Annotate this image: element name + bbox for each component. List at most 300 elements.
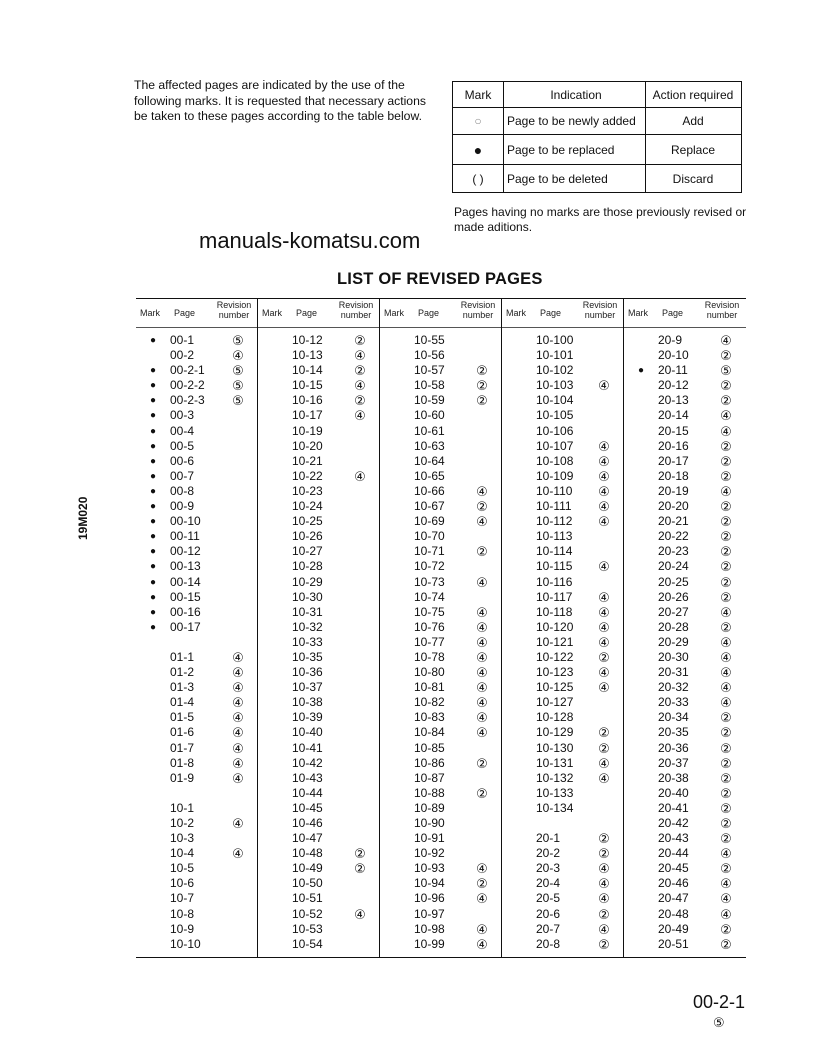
table-row	[136, 876, 258, 891]
revision-number: ②	[720, 740, 732, 756]
page-number: 10-94	[414, 876, 445, 891]
page-number: 00-17	[170, 619, 201, 634]
replaced-mark-icon: ●	[149, 470, 157, 482]
page-number: 20-3	[536, 861, 561, 876]
revision-number: ④	[232, 740, 244, 756]
page-number: 10-132	[536, 770, 574, 785]
page-number: 10-114	[536, 544, 573, 559]
header-mark: Mark	[384, 308, 404, 318]
page-number: 10-57	[414, 363, 445, 378]
revision-number: ②	[720, 544, 732, 560]
revision-number: ②	[720, 453, 732, 469]
page-number: 10-7	[170, 891, 195, 906]
replaced-mark-icon: ●	[149, 335, 157, 346]
page-number: 20-42	[658, 816, 689, 830]
page-number: 00-5	[170, 438, 195, 453]
page-number: 10-104	[536, 393, 574, 408]
table-row	[380, 454, 502, 469]
page-number: 01-1	[170, 649, 195, 664]
table-row	[136, 937, 258, 952]
table-row	[380, 907, 502, 922]
table-row	[380, 680, 502, 695]
table-row	[136, 680, 258, 695]
revision-number: ④	[476, 634, 488, 650]
revision-number: ④	[476, 710, 488, 726]
page-number: 01-3	[170, 680, 195, 695]
revision-number: ②	[720, 800, 732, 816]
table-row	[380, 424, 502, 439]
table-row	[136, 333, 258, 348]
table-row	[502, 514, 624, 529]
revision-number: ②	[720, 559, 732, 575]
table-row	[624, 424, 746, 439]
header-revision-number: Revision number	[216, 300, 252, 320]
page-number: 20-51	[658, 936, 689, 951]
legend-divider	[453, 107, 741, 108]
revision-number: ②	[476, 363, 488, 379]
revision-number: ④	[598, 634, 610, 650]
table-row	[380, 635, 502, 650]
table-rows	[136, 333, 258, 952]
revision-number: ④	[598, 453, 610, 469]
revision-number: ②	[720, 861, 732, 877]
revision-number: ④	[232, 695, 244, 711]
table-rows	[624, 333, 746, 952]
revision-number: ④	[354, 348, 366, 364]
table-row	[624, 801, 746, 816]
page-number: 10-107	[536, 438, 574, 453]
page-number: 10-20	[292, 438, 323, 453]
legend-row-discard	[453, 168, 741, 190]
page-number: 20-37	[658, 755, 689, 770]
table-row	[136, 499, 258, 514]
page-number: 10-73	[414, 574, 445, 589]
revision-number: ④	[720, 634, 732, 650]
legend-indication: Page to be deleted	[507, 172, 608, 186]
page-number: 10-51	[292, 891, 323, 906]
page-number: 10-123	[536, 665, 574, 680]
table-row	[258, 469, 380, 484]
page-number: 10-64	[414, 453, 445, 468]
table-row	[136, 348, 258, 363]
table-row	[258, 575, 380, 590]
column-group-header	[258, 300, 380, 326]
table-row	[502, 590, 624, 605]
table-row	[624, 454, 746, 469]
table-row	[502, 378, 624, 393]
page-number: 10-24	[292, 499, 323, 514]
page-number: 20-18	[658, 468, 689, 483]
page-number: 10-108	[536, 453, 574, 468]
table-row	[258, 635, 380, 650]
table-row	[258, 378, 380, 393]
page-number: 10-29	[292, 574, 323, 589]
table-row	[624, 756, 746, 771]
revision-number: ②	[720, 378, 732, 394]
table-row	[502, 635, 624, 650]
legend-header-indication: Indication	[550, 88, 602, 102]
page-number: 20-6	[536, 906, 561, 921]
replaced-mark-icon: ●	[149, 531, 157, 543]
revision-number: ②	[720, 770, 732, 786]
revision-number: ②	[476, 499, 488, 515]
table-row	[136, 846, 258, 861]
page-number: 10-69	[414, 514, 445, 529]
table-row	[258, 393, 380, 408]
table-row	[502, 393, 624, 408]
page-number: 10-45	[292, 800, 323, 815]
page-number: 10-111	[536, 499, 572, 514]
revision-number: ④	[476, 891, 488, 907]
revision-number: ⑤	[232, 333, 244, 348]
page-number: 00-3	[170, 408, 195, 423]
page-number: 10-58	[414, 378, 445, 393]
table-row	[258, 499, 380, 514]
page-number: 10-70	[414, 529, 445, 544]
table-row	[258, 680, 380, 695]
page-number: 10-10	[170, 936, 201, 951]
page-number: 20-17	[658, 453, 689, 468]
table-row	[136, 831, 258, 846]
page-number: 10-35	[292, 649, 323, 664]
table-row	[380, 725, 502, 740]
table-row	[380, 363, 502, 378]
page-number: 10-84	[414, 725, 445, 740]
table-row	[380, 891, 502, 906]
table-row	[380, 484, 502, 499]
revision-number: ④	[598, 619, 610, 635]
replaced-mark-icon: ●	[149, 425, 157, 437]
table-row	[624, 544, 746, 559]
page-number: 10-99	[414, 936, 445, 951]
page-number: 10-122	[536, 649, 574, 664]
page-number: 10-38	[292, 695, 323, 710]
legend-divider	[453, 164, 741, 165]
table-row	[380, 499, 502, 514]
header-revision-number: Revision number	[582, 300, 618, 320]
revision-number: ②	[720, 619, 732, 635]
page-number: 10-40	[292, 725, 323, 740]
revision-number: ②	[720, 438, 732, 454]
page-number: 10-74	[414, 589, 445, 604]
footer-page-number: 00-2-1	[693, 992, 746, 1012]
table-row	[502, 454, 624, 469]
page-number: 10-47	[292, 831, 323, 846]
revision-number: ④	[232, 348, 244, 364]
table-row	[258, 529, 380, 544]
page-number: 10-98	[414, 921, 445, 936]
table-row	[136, 454, 258, 469]
legend-indication: Page to be replaced	[507, 143, 615, 157]
table-row	[258, 559, 380, 574]
table-row	[380, 937, 502, 952]
page-number: 20-43	[658, 831, 689, 846]
page-number: 01-7	[170, 740, 195, 755]
page-number: 20-24	[658, 559, 689, 574]
page-number: 00-16	[170, 604, 201, 619]
table-row	[624, 937, 746, 952]
page-number: 10-3	[170, 831, 195, 846]
revision-number: ②	[720, 574, 732, 590]
page-number: 10-131	[536, 755, 574, 770]
table-row	[502, 544, 624, 559]
page-number: 10-60	[414, 408, 445, 423]
table-row	[502, 756, 624, 771]
replaced-mark-icon: ●	[637, 365, 645, 377]
page-number: 20-20	[658, 499, 689, 514]
page-number: 20-2	[536, 846, 561, 861]
table-row	[380, 469, 502, 484]
table-row	[624, 590, 746, 605]
revision-number: ④	[232, 710, 244, 726]
page-number: 00-9	[170, 499, 195, 514]
revision-number: ②	[354, 393, 366, 409]
revision-number: ④	[232, 680, 244, 696]
page-number: 01-4	[170, 695, 195, 710]
page-number: 20-9	[658, 333, 683, 347]
page-number: 00-12	[170, 544, 201, 559]
table-row	[136, 544, 258, 559]
page-number: 10-33	[292, 634, 323, 649]
table-row	[380, 801, 502, 816]
revision-number: ④	[354, 408, 366, 424]
page-number: 10-56	[414, 348, 445, 363]
replaced-mark-icon: ●	[149, 455, 157, 467]
page-number: 10-26	[292, 529, 323, 544]
page-number: 10-112	[536, 514, 573, 529]
page-number: 20-41	[658, 800, 689, 815]
replaced-mark-icon: ●	[149, 546, 157, 558]
page-number: 10-85	[414, 740, 445, 755]
table-rows	[380, 333, 502, 952]
table-row	[502, 680, 624, 695]
page-number: 20-25	[658, 574, 689, 589]
table-row	[624, 680, 746, 695]
revision-number: ④	[476, 695, 488, 711]
header-page: Page	[296, 308, 318, 318]
table-row	[258, 620, 380, 635]
page-number: 10-44	[292, 785, 323, 800]
legend-action: Replace	[670, 143, 716, 157]
revision-number: ②	[720, 529, 732, 545]
revision-number: ②	[720, 921, 732, 937]
revision-number: ④	[476, 665, 488, 681]
page-number: 10-93	[414, 861, 445, 876]
table-row	[258, 484, 380, 499]
table-row	[502, 710, 624, 725]
page-number: 20-36	[658, 740, 689, 755]
revision-number: ④	[720, 665, 732, 681]
page-number: 10-71	[414, 544, 445, 559]
table-row	[624, 514, 746, 529]
table-row	[624, 861, 746, 876]
page-number: 10-91	[414, 831, 445, 846]
page-number: 00-8	[170, 483, 195, 498]
table-row	[502, 529, 624, 544]
page-number: 10-5	[170, 861, 195, 876]
page-number: 10-130	[536, 740, 574, 755]
page-number: 00-4	[170, 423, 195, 438]
page-number: 00-2-3	[170, 393, 205, 408]
page-number: 10-103	[536, 378, 574, 393]
legend-header-row	[453, 86, 741, 104]
table-row	[502, 876, 624, 891]
page-number: 10-81	[414, 680, 445, 695]
revision-number: ④	[720, 423, 732, 439]
revision-number: ②	[720, 755, 732, 771]
table-row	[502, 771, 624, 786]
page-number: 10-27	[292, 544, 323, 559]
table-row	[258, 454, 380, 469]
table-row	[380, 710, 502, 725]
revision-number: ④	[598, 514, 610, 530]
table-row	[136, 439, 258, 454]
table-row	[502, 695, 624, 710]
page-number: 10-12	[292, 333, 323, 347]
table-row	[380, 348, 502, 363]
page-number: 10-83	[414, 710, 445, 725]
replaced-mark-icon: ●	[149, 410, 157, 422]
table-row	[258, 605, 380, 620]
revision-number: ④	[476, 936, 488, 952]
page-number: 20-47	[658, 891, 689, 906]
legend-header-action: Action required	[652, 88, 734, 102]
page-number: 10-118	[536, 604, 573, 619]
table-row	[136, 861, 258, 876]
page-number: 10-76	[414, 619, 445, 634]
page-number: 10-52	[292, 906, 323, 921]
legend-action: Discard	[672, 172, 714, 186]
table-row	[380, 756, 502, 771]
revision-number: ②	[354, 363, 366, 379]
table-row	[502, 741, 624, 756]
page-number: 10-48	[292, 846, 323, 861]
revision-number: ④	[476, 604, 488, 620]
legend-indication: Page to be newly added	[507, 114, 636, 128]
table-row	[502, 424, 624, 439]
page-number: 20-35	[658, 725, 689, 740]
page-number: 10-72	[414, 559, 445, 574]
page-number: 10-115	[536, 559, 573, 574]
table-row	[136, 620, 258, 635]
page-number: 10-25	[292, 514, 323, 529]
table-row	[258, 514, 380, 529]
header-mark: Mark	[506, 308, 526, 318]
table-row	[624, 439, 746, 454]
table-row	[136, 891, 258, 906]
table-row	[502, 348, 624, 363]
table-row	[624, 891, 746, 906]
table-row	[136, 529, 258, 544]
page-number: 20-29	[658, 634, 689, 649]
revision-number: ②	[476, 785, 488, 801]
table-row	[624, 710, 746, 725]
revision-number: ④	[598, 378, 610, 394]
page-number: 10-30	[292, 589, 323, 604]
page-number: 00-13	[170, 559, 201, 574]
page-number: 10-37	[292, 680, 323, 695]
table-row	[258, 756, 380, 771]
page-number: 10-113	[536, 529, 573, 544]
table-row	[136, 650, 258, 665]
table-row	[502, 559, 624, 574]
column-group-header	[502, 300, 624, 326]
revision-number: ④	[598, 559, 610, 575]
page-number: 10-78	[414, 649, 445, 664]
table-row	[380, 590, 502, 605]
page-number: 20-45	[658, 861, 689, 876]
table-row	[502, 816, 624, 831]
page-number: 00-10	[170, 514, 201, 529]
page-number: 20-28	[658, 619, 689, 634]
table-rows	[502, 333, 624, 952]
table-row	[380, 514, 502, 529]
table-row	[624, 605, 746, 620]
revision-number: ④	[598, 483, 610, 499]
revision-number: ④	[598, 438, 610, 454]
header-mark: Mark	[262, 308, 282, 318]
page-number: 01-6	[170, 725, 195, 740]
revision-number: ④	[232, 755, 244, 771]
header-page: Page	[540, 308, 562, 318]
page-number: 10-31	[292, 604, 323, 619]
table-row	[380, 378, 502, 393]
table-row	[380, 861, 502, 876]
table-row	[258, 590, 380, 605]
revision-number: ⑤	[232, 363, 244, 379]
page-number: 10-100	[536, 333, 574, 347]
page-number: 10-43	[292, 770, 323, 785]
table-row	[624, 363, 746, 378]
table-row	[136, 363, 258, 378]
table-row	[136, 590, 258, 605]
page-number: 10-121	[536, 634, 574, 649]
table-row	[502, 907, 624, 922]
page-number: 10-82	[414, 695, 445, 710]
revision-number: ④	[598, 770, 610, 786]
page-number: 10-88	[414, 785, 445, 800]
table-row	[380, 544, 502, 559]
revision-number: ④	[598, 680, 610, 696]
revision-number: ②	[720, 710, 732, 726]
revision-number: ④	[354, 378, 366, 394]
table-row	[380, 559, 502, 574]
table-row	[258, 922, 380, 937]
table-row	[136, 786, 258, 801]
table-row	[380, 665, 502, 680]
page-number: 10-80	[414, 665, 445, 680]
table-row	[258, 695, 380, 710]
table-row	[502, 650, 624, 665]
page-number: 00-2	[170, 348, 195, 363]
revision-number: ④	[720, 695, 732, 711]
table-row	[258, 801, 380, 816]
page-number: 20-15	[658, 423, 689, 438]
table-row	[502, 922, 624, 937]
table-column-group	[380, 298, 502, 958]
table-row	[136, 378, 258, 393]
table-row	[502, 605, 624, 620]
revision-number: ④	[476, 574, 488, 590]
page-number: 10-8	[170, 906, 195, 921]
table-row	[624, 650, 746, 665]
watermark-link[interactable]: manuals-komatsu.com	[199, 228, 421, 253]
table-row	[258, 937, 380, 952]
table-row	[258, 725, 380, 740]
table-row	[502, 937, 624, 952]
revision-number: ②	[354, 333, 366, 348]
footer-revision-number: ⑤	[713, 1015, 725, 1030]
